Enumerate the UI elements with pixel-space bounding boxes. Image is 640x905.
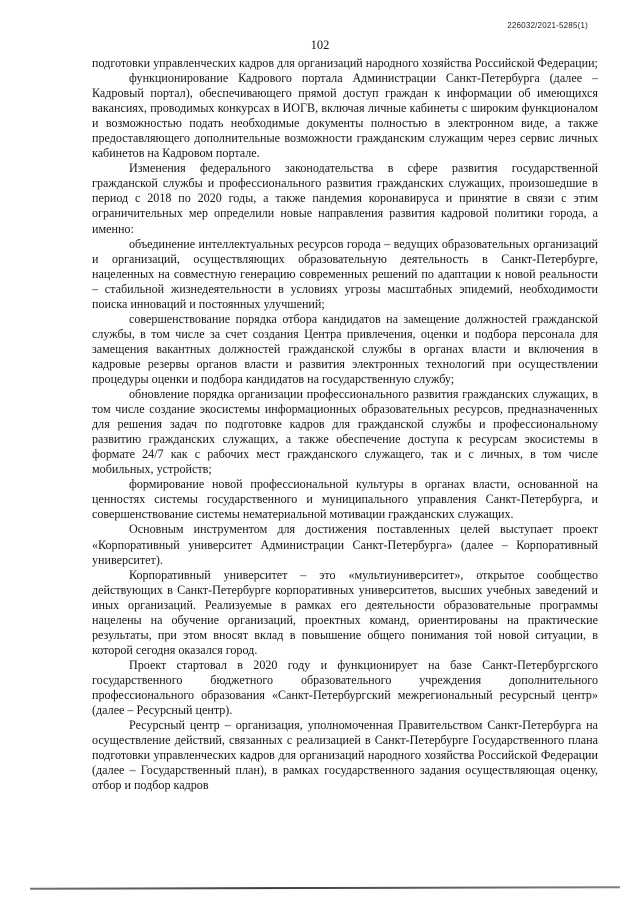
paragraph: объединение интеллектуальных ресурсов города – ведущих образовательных организаций и организаций, осуществляющих образовательную деятельность в Санкт-Петербурге, нацеленных на совместную генерацию современных решений по адаптации к новой реальности – стабильной жизнедеятельности в условиях угрозы масштабных эпидемий, необходимости поиска инноваций и постоянных улучшений; — [92, 236, 598, 311]
document-registration-number: 226032/2021-5285(1) — [507, 21, 588, 30]
paragraph: Изменения федерального законодательства в сфере развития государственной гражданской службы и профессионального развития гражданских служащих, произошедшие в период с 2018 по 2020 годы, а также пандемия коронавируса и принятие в связи с этим ограничительных мер определили новые направления развития кадровой политики города, а именно: — [92, 161, 598, 236]
paragraph: совершенствование порядка отбора кандидатов на замещение должностей гражданской службы, в том числе за счет создания Центра привлечения, оценки и подбора персонала для замещения вакантных должностей гражданской службы в органах власти и включения в кадровые резервы органов власти и развития электронных технологий при осуществлении процедуры оценки и подбора кандидатов на государственную службу; — [92, 311, 598, 386]
paragraph: Основным инструментом для достижения поставленных целей выступает проект «Корпоративный университет Администрации Санкт-Петербурга» (далее – Корпоративный университет). — [92, 522, 598, 567]
paragraph: обновление порядка организации профессионального развития гражданских служащих, в том числе создание экосистемы информационных образовательных ресурсов, предназначенных для решения задач по подготовке кадров для гражданской службы и профессиональному развитию гражданских служащих, а также обеспечение доступа к ресурсам экосистемы в формате 24/7 как с рабочих мест гражданского служащего, так и с личных, в том числе мобильных, устройств; — [92, 387, 598, 477]
paragraph: функционирование Кадрового портала Администрации Санкт-Петербурга (далее – Кадровый портал), обеспечивающего прямой доступ граждан к информации об имеющихся вакансиях, проводимых конкурсах в ИОГВ, включая личные кабинеты с широким функционалом и возможностью подать необходимые документы полностью в электронном виде, а также предоставляющего дополнительные возможности гражданским служащим через сервис личных кабинетов на Кадровом портале. — [92, 71, 598, 161]
paragraph: Проект стартовал в 2020 году и функционирует на базе Санкт-Петербургского государственного бюджетного образовательного учреждения дополнительного профессионального образования «Санкт-Петербургский межрегиональный ресурсный центр» (далее – Ресурсный центр). — [92, 657, 598, 718]
page-number: 102 — [310, 38, 330, 52]
paragraph: формирование новой профессиональной культуры в органах власти, основанной на ценностях системы государственного и муниципального управления Санкт-Петербурга, и совершенствование системы нематериальной мотивации гражданских служащих. — [92, 477, 598, 522]
scan-edge-line — [30, 886, 620, 890]
paragraph: Ресурсный центр – организация, уполномоченная Правительством Санкт-Петербурга на осуществление действий, связанных с реализацией в Санкт-Петербурге Государственного плана подготовки управленческих кадров для организаций народного хозяйства Российской Федерации (далее – Государственный план), в рамках государственного задания осуществляющая оценку, отбор и подбор кадров — [92, 718, 598, 793]
paragraph: Корпоративный университет – это «мультиуниверситет», открытое сообщество действующих в Санкт-Петербурге корпоративных университетов, высших учебных заведений и иных организаций. Реализуемые в рамках его деятельности образовательные программы нацелены на обучение организаций, проектных команд, ориентированы на практические результаты, при этом вносят вклад в повышение общего понимания той новой ситуации, в которой сегодня оказался город. — [92, 567, 598, 657]
paragraph: подготовки управленческих кадров для организаций народного хозяйства Российской Федерации; — [92, 56, 598, 70]
document-body — [92, 56, 598, 793]
